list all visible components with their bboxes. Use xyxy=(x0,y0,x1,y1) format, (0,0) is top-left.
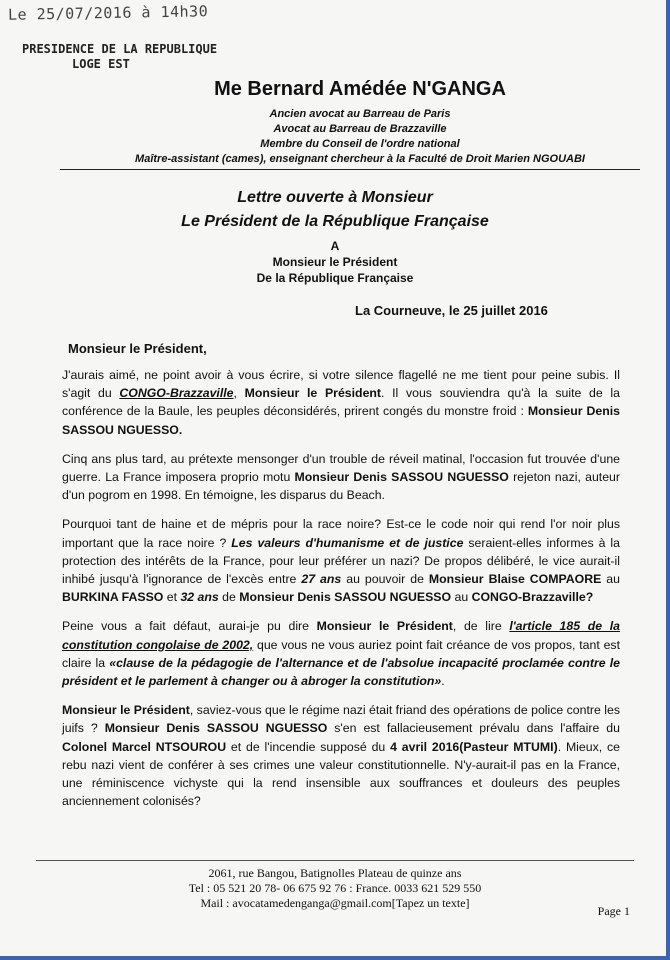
salutation: Monsieur le Président, xyxy=(68,341,207,356)
paragraph-3 xyxy=(62,515,620,606)
text-run: au pouvoir de xyxy=(341,572,429,587)
text-run-bold: 4 avril 2016(Pasteur MTUMI) xyxy=(390,739,558,754)
title-line-2: Le Président de la République Française xyxy=(181,213,489,230)
text-run: de xyxy=(218,590,240,605)
paragraph-1 xyxy=(62,366,620,439)
footer xyxy=(40,866,630,911)
text-run: seraient-elles informes à la protection des intérêts de la France, pour leur préférer un nazi? De propos délibéré, le vice aurait-il inhibé jusqu'à l'ignorance de l'excès entre xyxy=(62,535,620,587)
text-run-emphasis: 32 ans xyxy=(180,590,219,605)
text-run-bold: Monsieur le Président xyxy=(244,386,382,401)
text-run-bold: CONGO-Brazzaville? xyxy=(471,590,594,605)
text-run-bold: Colonel Marcel NTSOUROU xyxy=(62,739,227,754)
author-credential: Avocat au Barreau de Brazzaville xyxy=(273,123,447,135)
letter-title xyxy=(40,186,630,234)
text-run: Pourquoi tant de haine et de mépris pour la race noire? Est-ce le code noir qui rend l'or noir plus important que la race noire ? xyxy=(62,517,620,550)
footer-address: 2061, rue Bangou, Batignolles Plateau de quinze ans xyxy=(208,866,462,880)
title-line-1: Lettre ouverte à Monsieur xyxy=(237,189,433,206)
addressee-block xyxy=(40,238,630,286)
stamp-line-2: LOGE EST xyxy=(72,57,130,71)
text-run-bold: Monsieur Denis SASSOU NGUESSO xyxy=(104,721,328,736)
footer-email: Mail : avocatamedenganga@gmail.com[Tapez un texte] xyxy=(200,896,470,910)
text-run: , xyxy=(233,386,245,401)
text-run-bold: Monsieur le Président xyxy=(316,619,453,634)
text-run: Cinq ans plus tard, au prétexte mensonger d'un trouble de réveil matinal, l'occasion fut trouvée d'une guerre. La France imposera proprio motu xyxy=(62,451,620,485)
addressee-prefix: A xyxy=(330,239,340,253)
handwritten-date-note: Le 25/07/2016 à 14h30 xyxy=(7,2,209,24)
text-run-bold: Monsieur Blaise COMPAORE xyxy=(428,572,602,587)
header-divider xyxy=(60,169,640,170)
author-name: Me Bernard Amédée N'GANGA xyxy=(214,78,506,100)
text-run-bold: Monsieur Denis SASSOU NGUESSO xyxy=(294,470,509,485)
text-run: au xyxy=(601,572,620,587)
paragraph-5 xyxy=(62,701,620,810)
text-run: Peine vous a fait défaut, aurai-je pu dire xyxy=(62,619,317,634)
footer-divider xyxy=(36,860,634,861)
letter-body xyxy=(62,366,620,821)
text-run: rejeton nazi, auteur d'un pogrom en 1998. En témoigne, les disparus du Beach. xyxy=(62,470,620,503)
text-run: et xyxy=(163,590,181,605)
author-credential: Membre du Conseil de l'ordre national xyxy=(260,138,460,150)
text-run: . xyxy=(441,674,445,689)
paragraph-4 xyxy=(62,617,620,690)
stamp-line-1: PRESIDENCE DE LA REPUBLIQUE xyxy=(22,42,218,56)
footer-phone: Tel : 05 521 20 78- 06 675 92 76 : France. 0033 621 529 550 xyxy=(188,881,482,895)
text-run: s'en est fallacieusement prévalu dans l'affaire du xyxy=(327,721,620,736)
addressee-line-1: Monsieur le Président xyxy=(272,255,398,269)
text-run: . Il vous souviendra qu'à la suite de la conférence de la Baule, les peuples déconsidérés, prirent congés du monstre froid : xyxy=(62,386,620,419)
page-number: Page 1 xyxy=(597,904,630,918)
text-run: J'aurais aimé, ne point avoir à vous écrire, si votre silence flagellé ne me tient pour peine subis. Il s'agit du xyxy=(62,368,620,401)
letterhead xyxy=(60,78,660,167)
text-run: . Mieux, ce rebu nazi vient de conférer à ses crimes une valeur constitutionnelle. N'y-aurait-il pas en la France, une réminiscence vichyste qui la rend insensible aux souffrances et douleurs des peuples anciennement colonisés? xyxy=(62,739,620,809)
text-run-emphasis: CONGO-Brazzaville xyxy=(119,386,234,401)
addressee-line-2: De la République Française xyxy=(256,271,414,285)
text-run: , de lire xyxy=(452,619,510,634)
author-credential: Maître-assistant (cames), enseignant chercheur à la Faculté de Droit Marien NGOUABI xyxy=(135,153,585,165)
text-run-bold: Monsieur Denis SASSOU NGUESSO. xyxy=(62,404,621,437)
text-run: que vous ne vous auriez point fait créance de vos propos, tant est claire la xyxy=(62,637,620,670)
date-line: La Courneuve, le 25 juillet 2016 xyxy=(355,303,548,318)
presidency-stamp xyxy=(22,42,217,72)
text-run-emphasis: l'article 185 de la constitution congolaise de 2002, xyxy=(62,619,620,652)
text-run-bold: BURKINA FASSO xyxy=(62,590,164,605)
text-run: , saviez-vous que le régime nazi était friand des opérations de police contre les juifs ? xyxy=(62,703,620,736)
paragraph-2 xyxy=(62,450,620,505)
text-run-emphasis: «clause de la pédagogie de l'alternance et de l'absolue incapacité proclamée contre le président et le parlement à changer ou à abroger la constitution» xyxy=(62,655,620,689)
text-run-emphasis: 27 ans xyxy=(301,572,342,587)
text-run-bold: Monsieur Denis SASSOU NGUESSO xyxy=(239,590,452,605)
text-run: au xyxy=(451,590,472,605)
text-run-emphasis: Les valeurs d'humanisme et de justice xyxy=(231,535,464,550)
text-run-bold: Monsieur le Président xyxy=(62,703,190,718)
text-run: et de l'incendie supposé du xyxy=(226,739,391,754)
author-credential: Ancien avocat au Barreau de Paris xyxy=(269,108,451,120)
